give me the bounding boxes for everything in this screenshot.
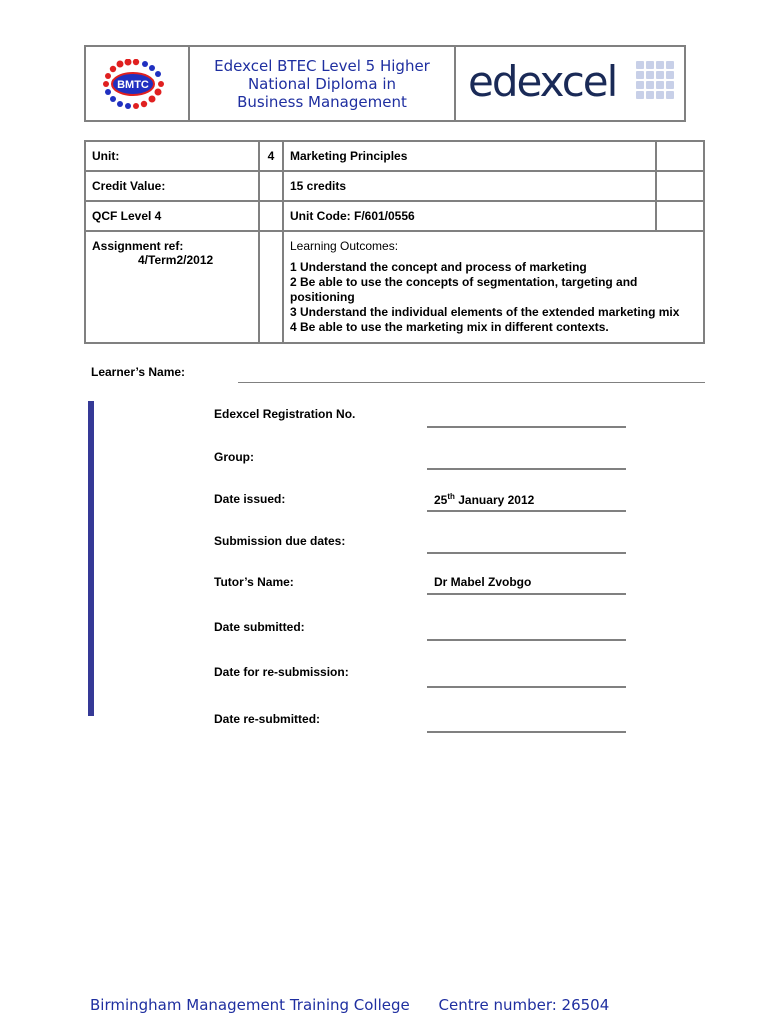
edexcel-logo-text: edexcel	[468, 57, 617, 106]
empty-cell	[656, 141, 704, 171]
resubmission-label: Date for re-submission:	[214, 665, 349, 679]
resubmission-field[interactable]	[427, 686, 626, 688]
title-line-3: Business Management	[237, 92, 407, 111]
tutor-label: Tutor’s Name:	[214, 575, 294, 589]
side-accent-bar	[88, 401, 94, 716]
list-item: 4 Be able to use the marketing mix in different contexts.	[290, 320, 609, 334]
unit-info-table	[84, 140, 705, 344]
assignment-value: 4/Term2/2012	[138, 253, 214, 267]
date-submitted-label: Date submitted:	[214, 620, 305, 634]
credit-label: Credit Value:	[85, 171, 259, 201]
table-row	[85, 231, 704, 343]
bmtc-logo-text: BMTC	[117, 79, 149, 91]
unit-label: Unit:	[85, 141, 259, 171]
resubmitted-field[interactable]	[427, 731, 626, 733]
registration-field[interactable]	[427, 426, 626, 428]
empty-cell	[656, 201, 704, 231]
tutor-field[interactable]	[427, 593, 626, 595]
date-issued-value	[434, 492, 534, 507]
list-item: 1 Understand the concept and process of marketing	[290, 260, 587, 274]
assignment-label: Assignment ref:	[92, 239, 184, 253]
programme-title	[197, 57, 447, 111]
date-issued-rest: January 2012	[454, 493, 535, 507]
date-issued-label: Date issued:	[214, 492, 286, 506]
table-row	[85, 141, 704, 171]
submission-due-label: Submission due dates:	[214, 534, 346, 548]
footer-centre-number: Centre number: 26504	[438, 996, 610, 1014]
header-title-cell	[190, 47, 456, 120]
title-line-2: National Diploma in	[247, 74, 397, 93]
learning-outcomes-list	[290, 260, 697, 335]
table-row	[85, 171, 704, 201]
registration-label: Edexcel Registration No.	[214, 407, 356, 421]
qcf-label: QCF Level 4	[85, 201, 259, 231]
group-label: Group:	[214, 450, 254, 464]
footer-college: Birmingham Management Training College	[90, 996, 410, 1014]
resubmitted-label: Date re-submitted:	[214, 712, 321, 726]
learner-name-label: Learner’s Name:	[91, 365, 186, 379]
date-submitted-field[interactable]	[427, 639, 626, 641]
page-footer	[90, 996, 609, 1014]
list-item: 2 Be able to use the concepts of segmentation, targeting and positioning	[290, 275, 638, 304]
group-field[interactable]	[427, 468, 626, 470]
date-issued-day: 25	[434, 493, 448, 507]
learning-outcomes-cell	[283, 231, 704, 343]
edexcel-logo-cell	[456, 47, 684, 120]
table-row	[85, 201, 704, 231]
document-header	[84, 45, 686, 122]
learning-outcomes-title: Learning Outcomes:	[290, 239, 399, 253]
bmtc-logo-cell	[86, 47, 190, 120]
assignment-ref-cell	[85, 231, 259, 343]
bmtc-logo	[100, 59, 176, 111]
credit-value: 15 credits	[283, 171, 656, 201]
unit-code: Unit Code: F/601/0556	[283, 201, 656, 231]
empty-cell	[259, 231, 283, 343]
tutor-value: Dr Mabel Zvobgo	[434, 575, 532, 589]
empty-cell	[656, 171, 704, 201]
empty-cell	[259, 171, 283, 201]
list-item: 3 Understand the individual elements of the extended marketing mix	[290, 305, 680, 319]
date-issued-field[interactable]	[427, 510, 626, 512]
submission-due-field[interactable]	[427, 552, 626, 554]
learner-name-field[interactable]	[238, 382, 705, 383]
edexcel-grid-icon	[636, 61, 674, 101]
title-line-1: Edexcel BTEC Level 5 Higher	[214, 56, 430, 75]
unit-number: 4	[259, 141, 283, 171]
date-issued-suffix: th	[447, 492, 455, 501]
unit-name: Marketing Principles	[283, 141, 656, 171]
empty-cell	[259, 201, 283, 231]
